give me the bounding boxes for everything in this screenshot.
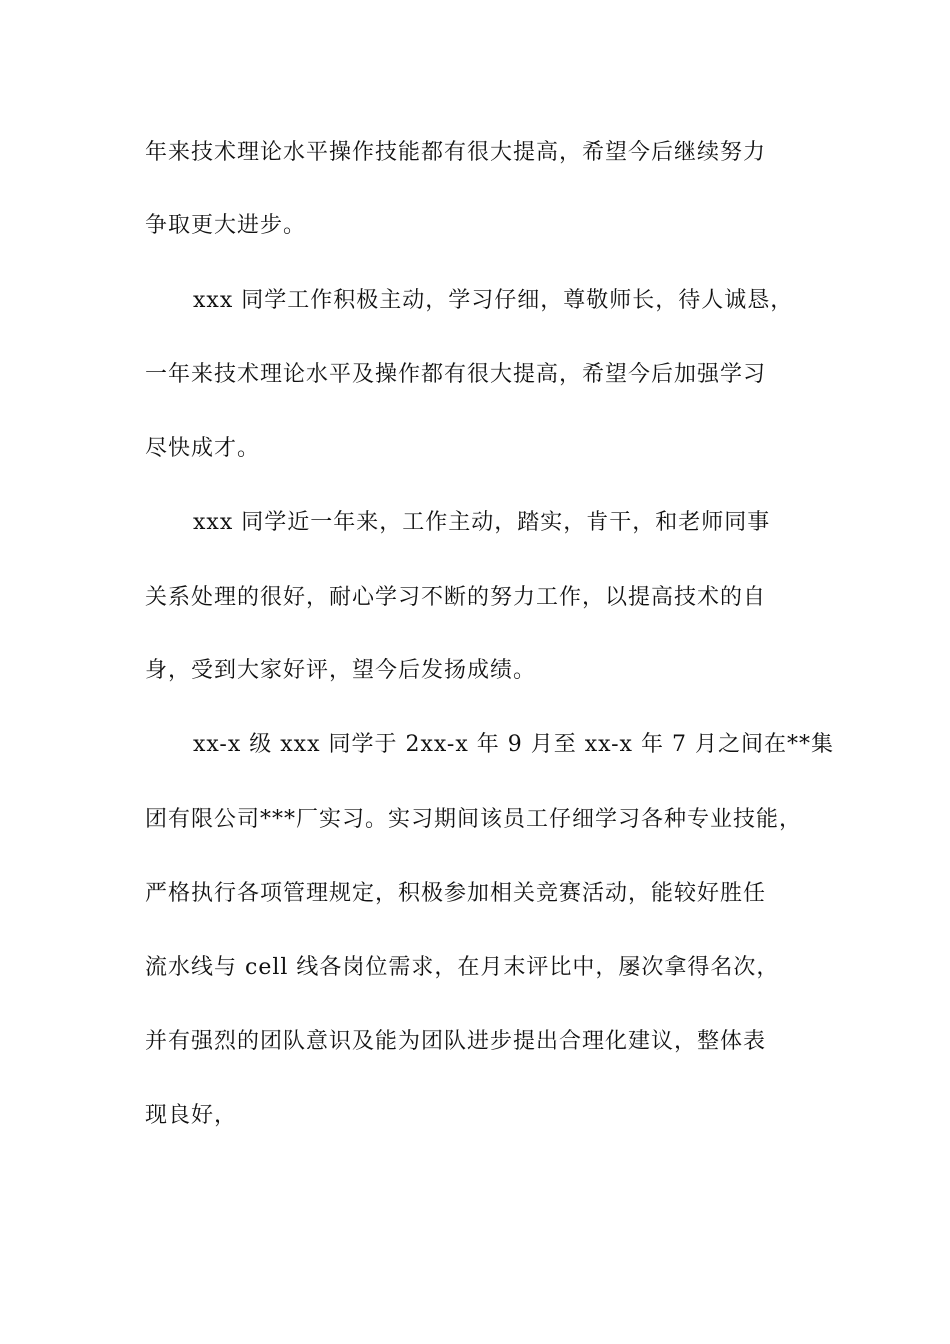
text-line: 现良好， (145, 1103, 238, 1128)
text-line: 团有限公司***厂实习。实习期间该员工仔细学习各种专业技能， (145, 807, 803, 832)
paragraph-first-line: xxx 同学工作积极主动，学习仔细，尊敬师长，待人诚恳， (193, 288, 794, 313)
paragraph-first-line: xx-x 级 xxx 同学于 2xx-x 年 9 月至 xx-x 年 7 月之间在**集 (193, 732, 834, 757)
text-line: 一年来技术理论水平及操作都有很大提高，希望今后加强学习 (145, 362, 767, 387)
text-line: 年来技术理论水平操作技能都有很大提高，希望今后继续努力 (145, 140, 767, 165)
text-line: 尽快成才。 (145, 436, 261, 461)
text-line: 流水线与 cell 线各岗位需求，在月末评比中，屡次拿得名次， (145, 955, 780, 980)
text-line: 身，受到大家好评，望今后发扬成绩。 (145, 658, 537, 683)
text-line: 争取更大进步。 (145, 213, 307, 238)
text-line: 严格执行各项管理规定，积极参加相关竞赛活动，能较好胜任 (145, 881, 767, 906)
text-line: 并有强烈的团队意识及能为团队进步提出合理化建议，整体表 (145, 1029, 767, 1054)
paragraph-first-line: xxx 同学近一年来，工作主动，踏实，肯干，和老师同事 (193, 510, 771, 535)
text-line: 关系处理的很好，耐心学习不断的努力工作，以提高技术的自 (145, 585, 767, 610)
